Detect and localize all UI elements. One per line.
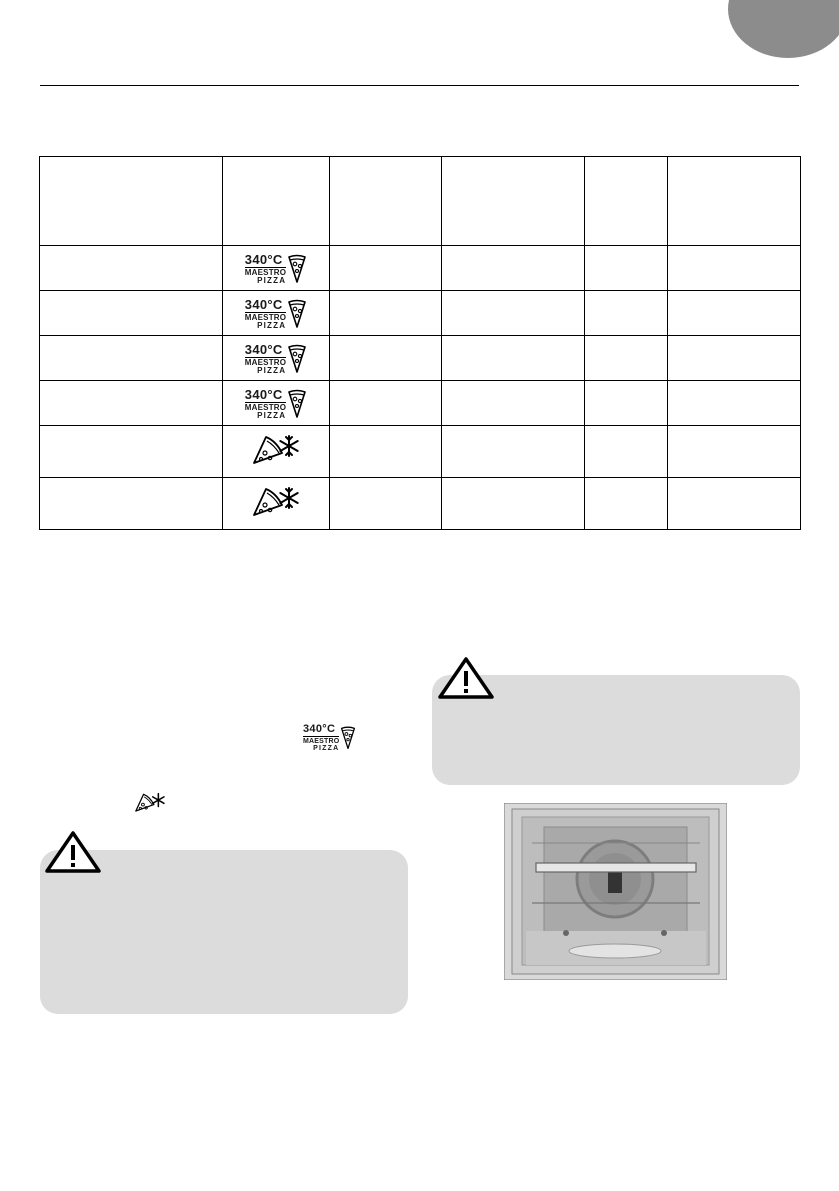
maestro-temp-label: 340°C <box>244 387 283 402</box>
header-cell <box>585 157 668 246</box>
table-cell <box>40 336 223 381</box>
table-row <box>40 381 801 426</box>
maestro-pizza-icon <box>245 388 307 420</box>
table-cell <box>330 478 442 530</box>
table-row <box>40 246 801 291</box>
pizza-label: PIZZA <box>313 745 340 752</box>
warning-triangle-icon <box>437 656 495 700</box>
pizza-slice-icon <box>340 726 356 750</box>
table-cell <box>40 478 223 530</box>
table-row <box>40 291 801 336</box>
table-cell <box>668 246 801 291</box>
maestro-pizza-icon <box>245 298 307 330</box>
pizza-label: PIZZA <box>257 276 287 285</box>
oven-interior-image <box>504 803 727 980</box>
header-cell <box>442 157 585 246</box>
table-cell <box>585 381 668 426</box>
pizza-slice-icon <box>287 344 307 374</box>
table-cell <box>330 381 442 426</box>
table-row <box>40 336 801 381</box>
maestro-temp-label: 340°C <box>244 342 283 357</box>
table-cell <box>223 246 330 291</box>
warning-box-left <box>40 850 408 1014</box>
header-rule <box>40 85 799 86</box>
table-cell <box>668 381 801 426</box>
maestro-pizza-icon <box>245 253 307 285</box>
table-cell <box>442 426 585 478</box>
maestro-temp-label: 340°C <box>244 297 283 312</box>
table-cell <box>442 478 585 530</box>
header-cell <box>668 157 801 246</box>
table-row <box>40 426 801 478</box>
page-corner-tab <box>728 0 839 58</box>
table-cell <box>223 381 330 426</box>
maestro-label: MAESTRO <box>303 738 340 745</box>
pizza-label: PIZZA <box>257 366 287 375</box>
pizza-slice-icon <box>287 254 307 284</box>
maestro-label: MAESTRO <box>244 268 287 277</box>
maestro-label: MAESTRO <box>244 313 287 322</box>
table-cell <box>585 291 668 336</box>
pizza-label: PIZZA <box>257 321 287 330</box>
table-cell <box>330 336 442 381</box>
table-cell <box>442 336 585 381</box>
maestro-temp-label: 340°C <box>244 252 283 267</box>
pizza-slice-icon <box>287 299 307 329</box>
cooking-table <box>39 156 801 530</box>
inline-frozen-pizza-icon <box>132 790 168 814</box>
table-cell <box>585 336 668 381</box>
maestro-label: MAESTRO <box>244 358 287 367</box>
table-cell <box>330 426 442 478</box>
pizza-label: PIZZA <box>257 411 287 420</box>
table-cell <box>668 336 801 381</box>
table-cell <box>330 246 442 291</box>
table-header-row <box>40 157 801 246</box>
table-cell <box>40 291 223 336</box>
table-cell <box>223 291 330 336</box>
table-cell <box>442 246 585 291</box>
maestro-pizza-icon <box>245 343 307 375</box>
table-cell <box>40 246 223 291</box>
table-cell <box>585 478 668 530</box>
table-cell <box>40 426 223 478</box>
table-cell <box>442 291 585 336</box>
maestro-temp-label: 340°C <box>303 723 336 735</box>
table-cell <box>223 336 330 381</box>
frozen-pizza-icon <box>248 431 304 467</box>
inline-maestro-pizza-icon <box>303 724 356 752</box>
table-cell <box>668 426 801 478</box>
table-row <box>40 478 801 530</box>
header-cell <box>223 157 330 246</box>
table-cell <box>330 291 442 336</box>
header-cell <box>40 157 223 246</box>
table-cell <box>668 291 801 336</box>
header-cell <box>330 157 442 246</box>
table-cell <box>223 478 330 530</box>
table-cell <box>668 478 801 530</box>
table-cell <box>585 246 668 291</box>
maestro-label: MAESTRO <box>244 403 287 412</box>
table-cell <box>40 381 223 426</box>
table-cell <box>442 381 585 426</box>
frozen-pizza-icon <box>248 483 304 519</box>
table-cell <box>585 426 668 478</box>
warning-triangle-icon <box>44 830 102 874</box>
table-cell <box>223 426 330 478</box>
pizza-slice-icon <box>287 389 307 419</box>
